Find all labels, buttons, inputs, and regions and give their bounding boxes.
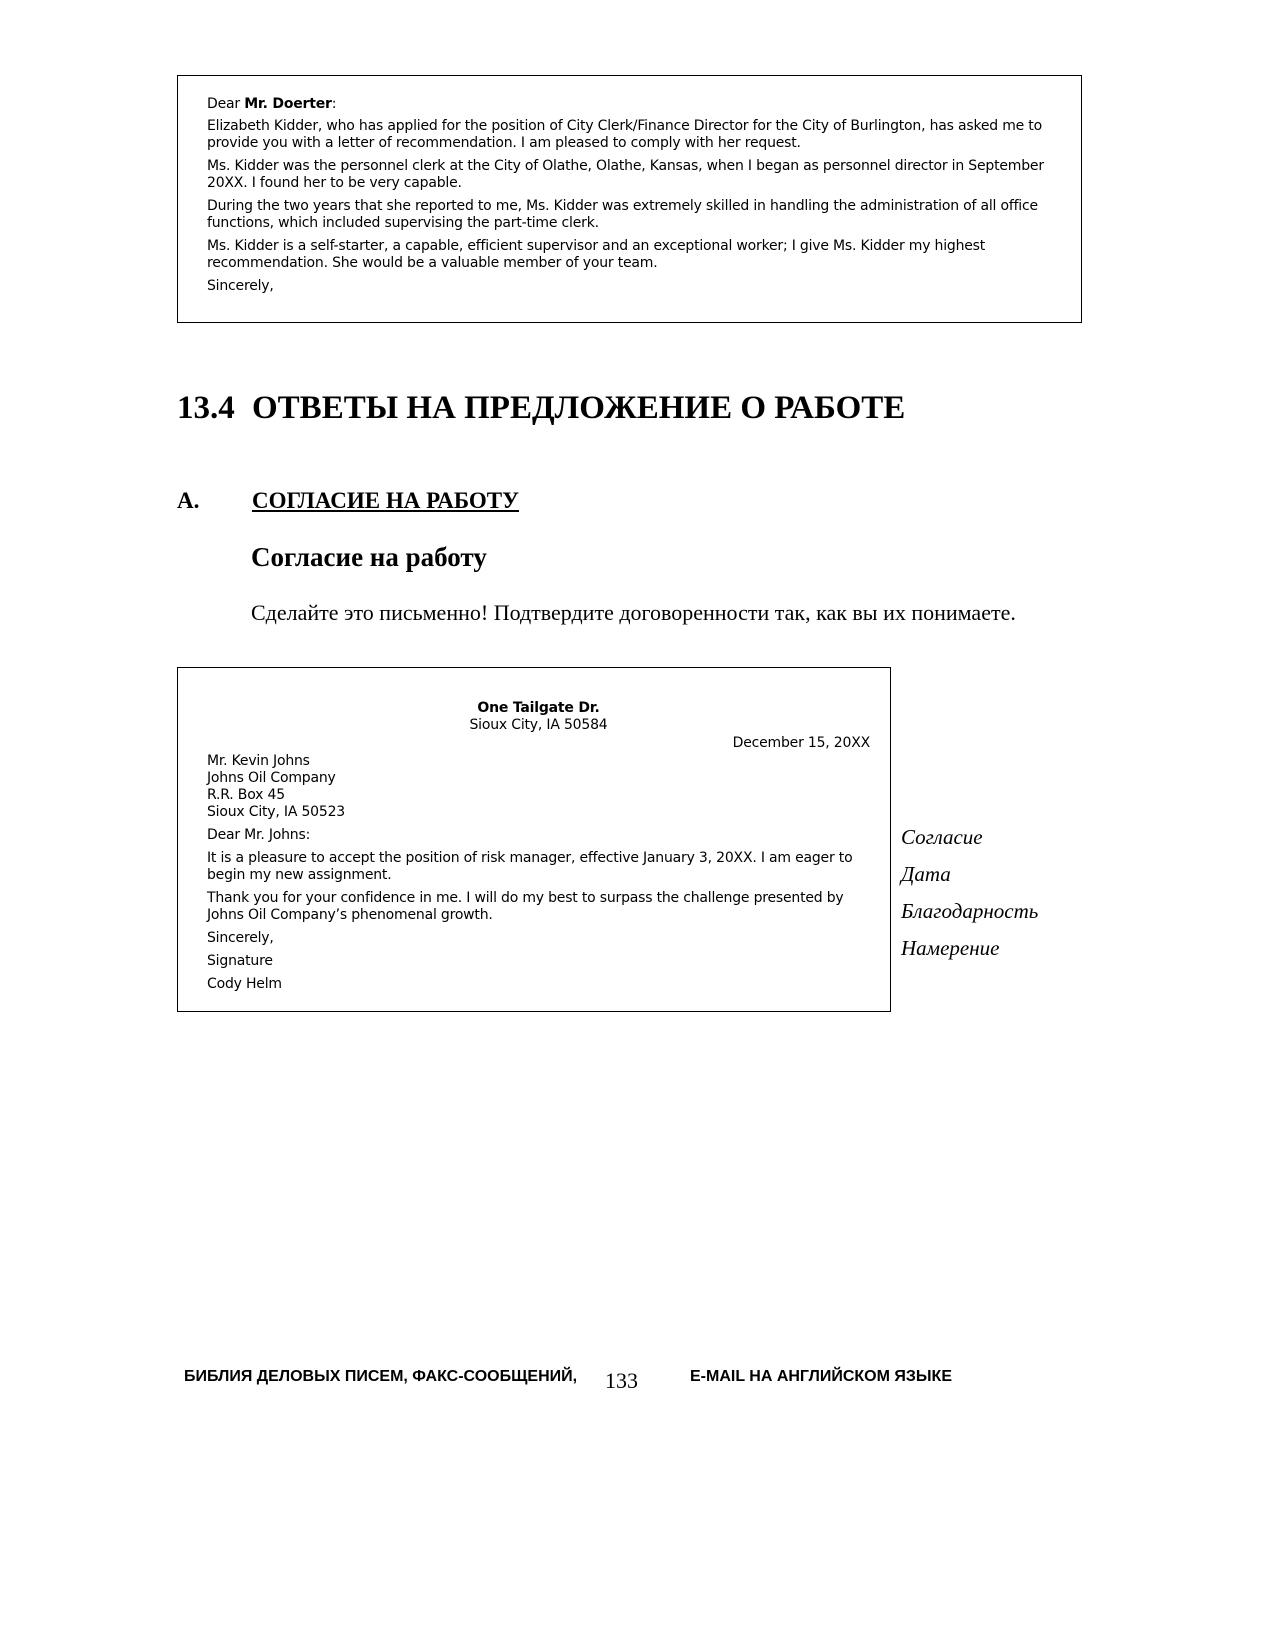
acceptance-letter-box — [177, 667, 891, 1012]
section-number: 13.4 — [177, 390, 235, 426]
subsection-title: СОГЛАСИЕ НА РАБОТУ — [252, 488, 519, 513]
recipient-line: Sioux City, IA 50523 — [207, 804, 345, 820]
letter-closing: Sincerely, — [207, 930, 274, 946]
recommendation-letter-box — [177, 75, 1082, 323]
letter-paragraph: It is a pleasure to accept the position of risk manager, effective January 3, 20XX. I am eager to begin my new assignment. — [207, 850, 853, 883]
recipient-address — [207, 753, 870, 821]
annotation-label: Согласие — [901, 825, 983, 849]
recipient-line: R.R. Box 45 — [207, 787, 285, 803]
annotation-label: Намерение — [901, 936, 1000, 960]
letter-salutation: Dear Mr. Johns: — [207, 827, 311, 843]
letter-paragraph: During the two years that she reported to me, Ms. Kidder was extremely skilled in handling the administration of all office functions, which included supervising the part-time clerk. — [207, 198, 1038, 231]
section-title: ОТВЕТЫ НА ПРЕДЛОЖЕНИЕ О РАБОТЕ — [252, 390, 906, 426]
letter-signature: Signature — [207, 953, 273, 969]
letter-paragraph: Ms. Kidder is a self-starter, a capable, efficient supervisor and an exceptional worker; I give Ms. Kidder my highest recommendation. She would be a valuable member of your team. — [207, 238, 986, 271]
topic-title: Согласие на работу — [251, 542, 487, 572]
margin-annotations — [901, 824, 1038, 972]
letter-signer: Cody Helm — [207, 976, 282, 992]
footer-book-title-left: БИБЛИЯ ДЕЛОВЫХ ПИСЕМ, ФАКС-СООБЩЕНИЙ, — [184, 1368, 578, 1385]
letter-closing: Sincerely, — [207, 278, 274, 294]
annotation-label: Благодарность — [901, 899, 1039, 923]
section-heading — [177, 390, 905, 427]
page-number: 133 — [605, 1368, 638, 1393]
sender-street: One Tailgate Dr. — [477, 700, 600, 716]
subsection-heading — [177, 488, 519, 514]
letter-paragraph: Thank you for your confidence in me. I will do my best to surpass the challenge presented by Johns Oil Company’s phenomenal growth. — [207, 890, 844, 923]
addressee-name: Mr. Doerter — [244, 96, 332, 112]
sender-city: Sioux City, IA 50584 — [469, 717, 608, 733]
sender-address — [207, 700, 870, 734]
subsection-letter: A. — [177, 488, 200, 513]
annotation-label: Дата — [901, 862, 951, 886]
recipient-line: Johns Oil Company — [207, 770, 336, 786]
letter-date: December 15, 20XX — [732, 735, 870, 751]
footer-book-title-right: E-MAIL НА АНГЛИЙСКОМ ЯЗЫКЕ — [690, 1368, 952, 1385]
intro-paragraph: Сделайте это письменно! Подтвердите договоренности так, как вы их понимаете. — [251, 600, 1016, 625]
letter-paragraph: Elizabeth Kidder, who has applied for the position of City Clerk/Finance Director for the City of Burlington, has asked me to provide you with a letter of recommendation. I am pleased to comply with her request. — [207, 118, 1042, 151]
letter-paragraph: Ms. Kidder was the personnel clerk at the City of Olathe, Olathe, Kansas, when I began as personnel director in September 20XX. I found her to be very capable. — [207, 158, 1044, 191]
recipient-line: Mr. Kevin Johns — [207, 753, 310, 769]
letter-salutation: Dear Mr. Doerter: — [207, 96, 337, 112]
